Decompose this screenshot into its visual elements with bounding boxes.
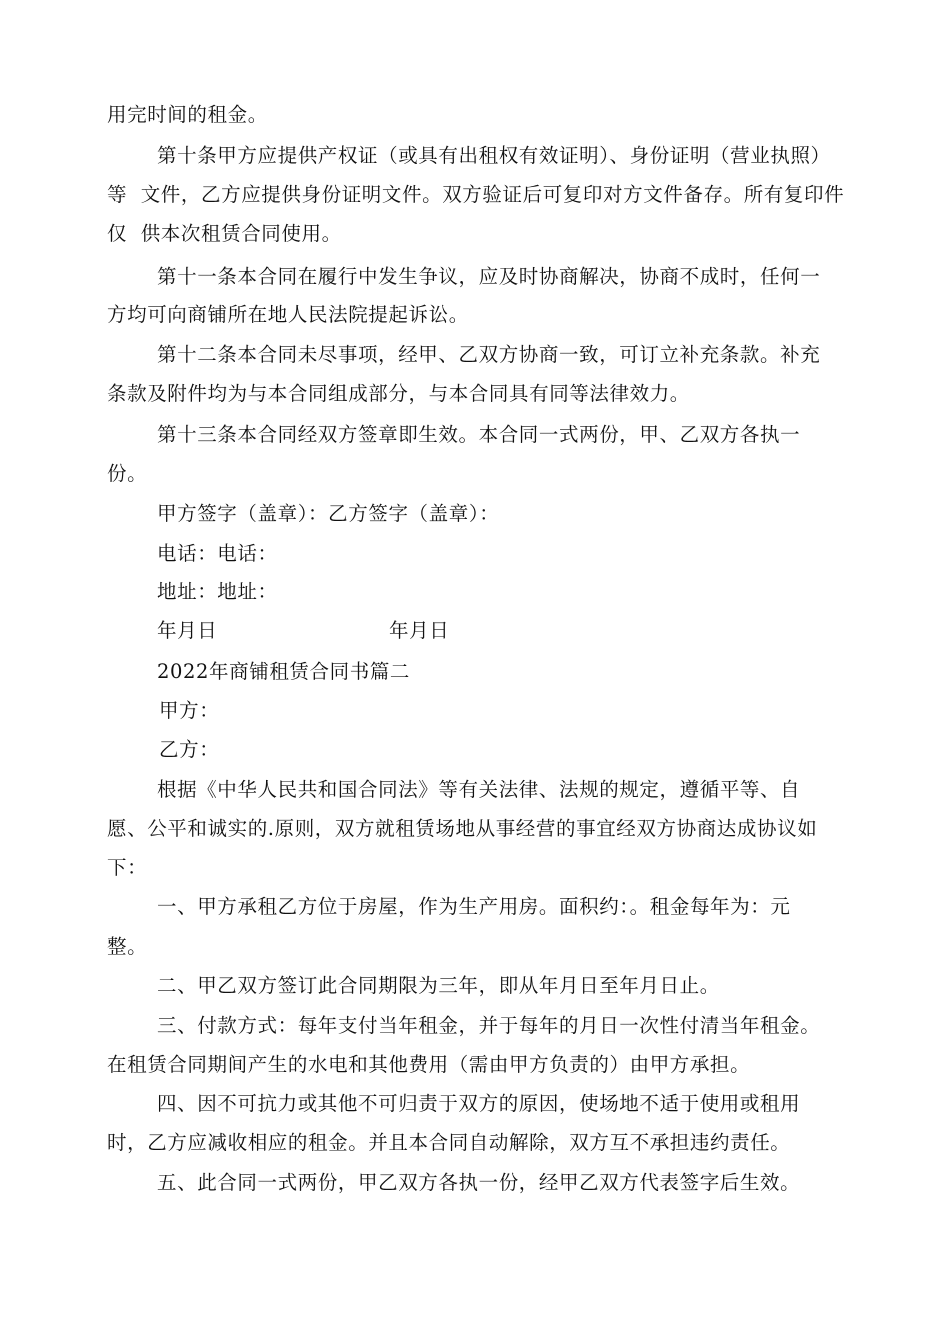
- item-2-line: 二、甲乙双方签订此合同期限为三年，即从年月日至年月日止。: [157, 974, 720, 997]
- address-line: 地址：地址：: [157, 580, 278, 603]
- clause-13-line-2: 份。: [107, 462, 148, 485]
- phone-line: 电话：电话：: [157, 542, 278, 565]
- clause-13-line-1: 第十三条本合同经双方签章即生效。本合同一式两份，甲、乙双方各执一: [157, 423, 801, 446]
- party-a-line: 甲方：: [159, 699, 220, 722]
- section-title: 2022年商铺租赁合同书篇二: [157, 660, 411, 683]
- item-4-line-1: 四、因不可抗力或其他不可归责于双方的原因，使场地不适于使用或租用: [157, 1092, 801, 1115]
- preamble-line-2: 愿、公平和诚实的.原则，双方就租赁场地从事经营的事宜经双方协商达成协议如: [107, 817, 818, 840]
- preamble-line-1: 根据《中华人民共和国合同法》等有关法律、法规的规定，遵循平等、自: [157, 778, 801, 801]
- clause-12-line-2: 条款及附件均为与本合同组成部分，与本合同具有同等法律效力。: [107, 382, 690, 405]
- signature-line: 甲方签字（盖章）：乙方签字（盖章）：: [157, 502, 500, 525]
- clause-11-line-2: 方均可向商铺所在地人民法院提起诉讼。: [107, 303, 469, 326]
- item-1-line-2: 整。: [107, 935, 148, 958]
- clause-10-line-2: 等 文件，乙方应提供身份证明文件。双方验证后可复印对方文件备存。所有复印件: [107, 183, 845, 206]
- clause-11-line-1: 第十一条本合同在履行中发生争议，应及时协商解决，协商不成时，任何一: [157, 265, 821, 288]
- clause-12-line-1: 第十二条本合同未尽事项，经甲、乙双方协商一致，可订立补充条款。补充: [157, 343, 821, 366]
- date-line-left: 年月日: [157, 619, 218, 642]
- item-4-line-2: 时，乙方应减收相应的租金。并且本合同自动解除，双方互不承担违约责任。: [107, 1131, 791, 1154]
- item-5-line: 五、此合同一式两份，甲乙双方各执一份，经甲乙双方代表签字后生效。: [157, 1171, 801, 1194]
- item-3-line-1: 三、付款方式：每年支付当年租金，并于每年的月日一次性付清当年租金。: [157, 1014, 821, 1037]
- item-3-line-2: 在租赁合同期间产生的水电和其他费用（需由甲方负责的）由甲方承担。: [107, 1053, 751, 1076]
- preamble-line-3: 下：: [107, 856, 148, 879]
- party-b-line: 乙方：: [159, 738, 220, 761]
- text-line-rent-end: 用完时间的租金。: [107, 103, 268, 126]
- date-line-right: 年月日: [389, 619, 450, 642]
- clause-10-line-3: 仅 供本次租赁合同使用。: [107, 222, 342, 245]
- clause-10-line-1: 第十条甲方应提供产权证（或具有出租权有效证明）、身份证明（营业执照）: [157, 144, 831, 167]
- item-1-line-1: 一、甲方承租乙方位于房屋，作为生产用房。面积约：。租金每年为：元: [157, 895, 791, 918]
